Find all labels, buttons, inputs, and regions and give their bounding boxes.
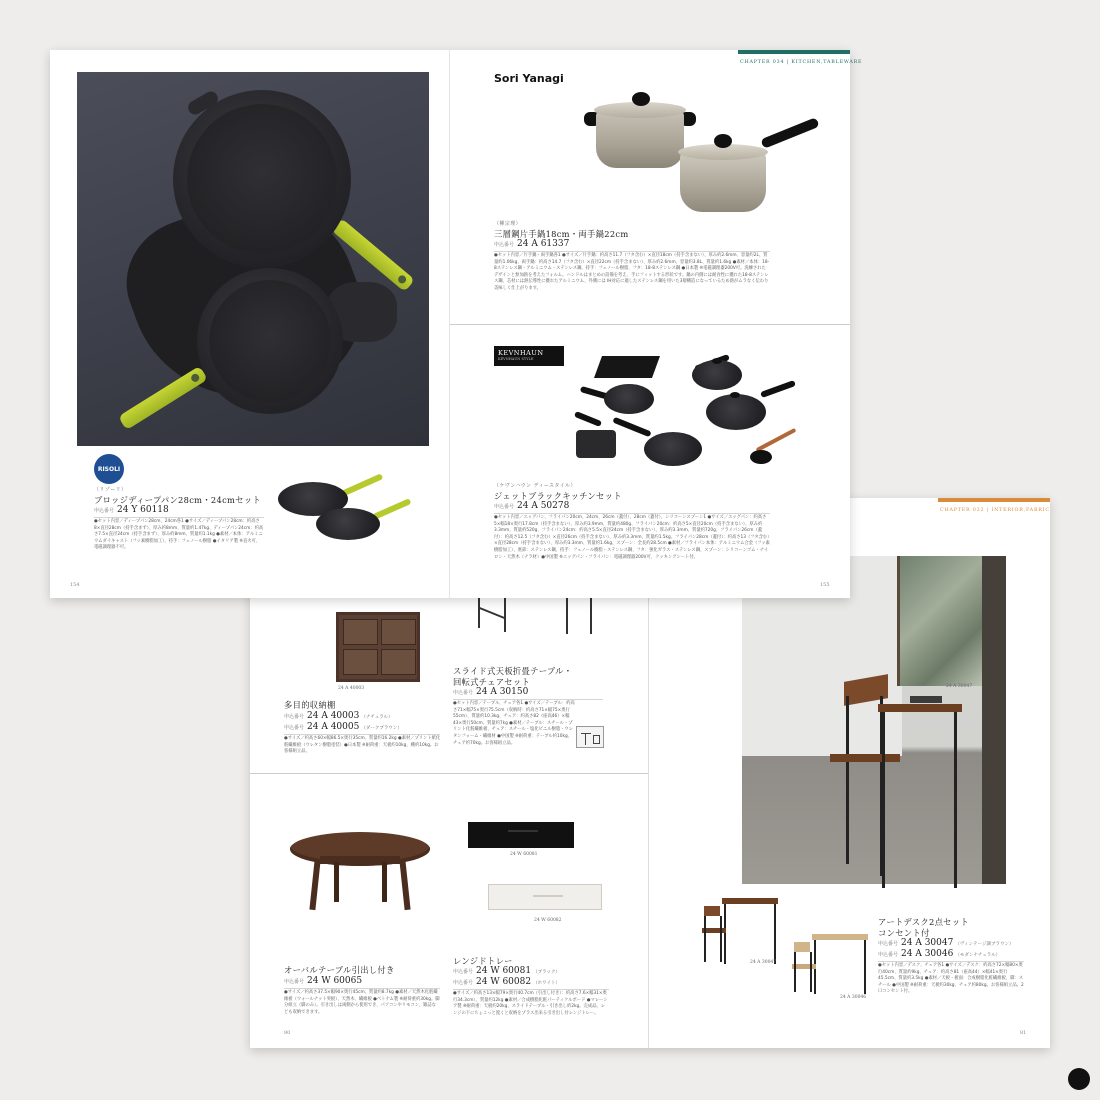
deep-pan-28	[173, 90, 351, 268]
range-tray-code-2: 申込番号 24 W 60082 （ホワイト）	[453, 977, 560, 987]
desk-name-line2: コンセント付	[878, 928, 930, 938]
slide-table-code: 申込番号 24 A 30150	[453, 687, 529, 697]
desk-code-2: 申込番号 24 A 30046 （モダンナチュラル）	[878, 949, 1001, 959]
oval-table-name: オーバルテーブル引出し付き	[284, 965, 395, 975]
plant-artwork	[897, 556, 987, 686]
risoli-logo: RISOLI	[94, 454, 124, 484]
oval-table-image	[290, 832, 430, 912]
kevnhaun-code: 申込番号 24 A 50278	[494, 501, 570, 511]
storage-code-1: 申込番号 24 A 40003 （ナチュラル）	[284, 711, 393, 721]
desk-description: ●セット内容／デスク、チェア各1 ●サイズ／デスク：約高さ72×幅80×奥行40cm、質量約9kg、チェア：約高さ81（座高44）×幅41×奥行45.5cm、質量約3.5kg ●素材／天板・板面：合成樹脂化粧繊維板、脚：スチール ●中国製 ※耐荷重：天板約30kg、チェア約80kg。お客様組立品。2口コンセント付。	[878, 963, 1024, 995]
kevnhaun-kana: （ケヴンハウン ディースタイル）	[494, 483, 576, 489]
section-divider	[450, 324, 850, 325]
desk-natural-code: 24 A 30046	[840, 995, 867, 1000]
desk-name-line1: アートデスク2点セット	[878, 917, 969, 927]
risoli-description: ●セット内容／ディープパン28cm、24cm各1 ●サイズ／ディープパン28cm：約高さ8×直径28cm（持手含まず）、厚み約8mm、質量約1.47kg、ディープパン24cm：約高さ7.5×直径24cm（持手含まず）、厚み約8mm、質量約1.1kg ●素材／本体：アルミニウムダイキャスト（フッ素樹脂加工）、持手：フェノール樹脂 ●イタリア製 ※直火可、電磁調理器不可。	[94, 519, 264, 551]
storage-image-code: 24 A 40003	[338, 686, 365, 691]
back-right-page-number: 81	[1020, 1030, 1027, 1036]
desk-code-1: 申込番号 24 A 30047 （ヴィンテージ調ブラウン）	[878, 938, 1014, 948]
storage-description: ●サイズ／約高さ60×幅86.5×奥行35cm、質量約16.2kg ●素材／プリント紙化粧繊維板（ウレタン樹脂塗装）●日本製 ※耐荷重：天板約10kg、棚約10kg。お客様組立品。	[284, 736, 441, 755]
desk-leg	[882, 712, 885, 888]
risoli-product-name: ブロッジディープパン28cm・24cmセット	[94, 495, 261, 505]
corner-dot	[1068, 1068, 1090, 1090]
pan-hero-photo	[77, 72, 429, 446]
sori-brand: Sori Yanagi	[494, 72, 564, 85]
desk-photo-code: 24 A 30047	[946, 684, 973, 689]
storage-name: 多目的収納棚	[284, 700, 336, 710]
desk-book	[910, 696, 942, 703]
storage-shelf-image	[336, 612, 420, 682]
dark-pillar	[982, 556, 1006, 884]
sori-divider	[494, 251, 770, 252]
range-tray-white-image	[488, 884, 602, 910]
oval-table-code: 申込番号 24 W 60065	[284, 976, 363, 986]
kevnhaun-logo: KEVNHAUN KEVNHAUN STYLE	[494, 346, 564, 366]
range-tray-description: ●サイズ／約高さ13×幅79×奥行40.7cm（引出し付き）：約高さ7.6×幅31×奥行34.3cm）、質量約12kg ●素材／合成樹脂化粧パーティクルボード ●マレーシア製 ※耐荷重：天板約20kg、スライドテーブル・引き出し約2kg。完成品。レンジの下にちょこっと置くと収納をプラス出来る引き出し付レンジトレー。	[453, 991, 608, 1016]
slide-table-name-line2: 回転式チェアセット	[453, 677, 531, 687]
risoli-divider	[94, 517, 264, 518]
sori-code: 申込番号 24 A 61337	[494, 239, 570, 249]
front-left-page-number: 154	[70, 582, 80, 588]
range-tray-divider	[453, 989, 609, 990]
chair-frame	[846, 696, 849, 864]
sori-product-name: 三層鋼片手鍋18cm・両手鍋22cm	[494, 229, 629, 239]
risoli-small-pans-image	[272, 470, 412, 550]
chapter-rule	[738, 50, 850, 54]
desk-leg-2	[954, 712, 957, 888]
sori-pots-image	[580, 92, 820, 218]
range-tray-black-image	[468, 822, 574, 848]
chapter-label: CHAPTER 034 | KITCHEN,TABLEWARE	[740, 60, 863, 65]
sori-description: ●セット内容／片手鍋・両手鍋各1 ●サイズ／片手鍋：約高さ11.7（フタ含む）×直径18cm（持手含まない）、厚み約2.6mm、容量約2L、質量約1.06kg、両手鍋：約高さ14.7（フタ含む）×直径22cm（持手含まない）、厚み約2.6mm、容量約3.8L、質量約1.6kg ●素材／本体：18-8ステンレス鋼・アルミニウム・ステンレス鋼、持手：フェノール樹脂、フタ：18-8ステンレス鋼 ●日本製 ※電磁調理器200V可。洗練されたデザインと無加熱を考えたフォルム。ハンドルはまとめの設備を考え、手にフィットする形状です。鍋の内側には耐食性に優れた18-8ステンレス鋼、芯材には熱伝導性に優れたアルミニウム、外側には IH対応に適したステンレス鋼を用いた3層構造になっているため熱がムラなく伝わり美味しく仕上がります。	[494, 253, 770, 291]
chapter-label: CHAPTER 032 | INTERIOR,FABRIC	[940, 508, 1050, 513]
row-divider	[250, 773, 648, 774]
front-right-page-number: 155	[820, 582, 830, 588]
oval-table-divider	[284, 988, 440, 989]
risoli-kana: （リゾーリ）	[94, 487, 127, 493]
kitchen-spread	[50, 50, 863, 598]
slide-table-image	[474, 598, 594, 634]
kevnhaun-description: ●セット内容／エッグパン、フライパン20cm、24cm、26cm（蓋付）、28cm（蓋付）、シリコーンスプーン1 ●サイズ／エッグパン：約高さ5×幅18×奥行17.8cm（持手含まない）、厚み約3.9mm、質量約480g、フライパン20cm：約高さ5×直径20cm（持手含まない）、厚み約3.3mm、質量約520g、フライパン24cm：約高さ5.5×直径24cm（持手含まない）、厚み約3.3mm、質量約720g、フライパン26cm（蓋付）：約高さ12.5（フタ含む）×直径26cm（持手含まない）、厚み約3.3mm、質量約1.5kg、フライパン28cm（蓋付）：約高さ13（フタ含む）×直径28cm（持手含まない）、厚み約3.3mm、質量約1.6kg、スプーン：全長約28.5cm ●素材／フライパン本体：アルミニウム合金（フッ素樹脂加工）、底部：ステンレス鋼、持手：フェノール樹脂・ステンレス鋼、フタ：強化ガラス・ステンレス鋼、スプーン：シリコーンゴム・ナイロン・天然木（ナラ材）●中国製 ※エッグパン・フライパン：電磁調理器200V可、クッキングシート付。	[494, 515, 770, 560]
range-tray-code-1: 申込番号 24 W 60081 （ブラック）	[453, 966, 560, 976]
range-tray-name: レンジドトレー	[453, 956, 513, 966]
chair-seat	[830, 754, 900, 762]
desk-photo	[742, 556, 1006, 884]
kitchen-set-image	[570, 346, 810, 472]
range-tray-white-code: 24 W 60082	[534, 918, 562, 923]
desk-set-brown-image	[700, 898, 786, 964]
slide-table-thumbnail	[576, 726, 604, 748]
desk-divider	[878, 961, 1024, 962]
desk-brown-code: 24 A 30047	[750, 960, 777, 965]
slide-table-divider	[453, 699, 603, 700]
risoli-code: 申込番号 24 Y 60118	[94, 505, 169, 515]
range-tray-black-code: 24 W 60081	[510, 852, 538, 857]
desk-top	[878, 704, 962, 712]
storage-divider	[284, 734, 440, 735]
sori-kana: （柳宗理）	[494, 221, 522, 227]
pan-handle-bottom	[118, 366, 208, 430]
back-left-page-number: 80	[284, 1030, 291, 1036]
kevnhaun-product-name: ジェットブラックキッチンセット	[494, 491, 622, 501]
slide-table-name-line1: スライド式天板折畳テーブル・	[453, 666, 573, 676]
chapter-rule	[938, 498, 1050, 502]
desk-set-natural-image	[790, 934, 876, 994]
slide-table-description: ●セット内容／テーブル、チェア各1 ●サイズ／テーブル：約高さ71×幅75×奥行75.5cm（収納時：約高さ71×幅75×奥行55cm）、質量約10.3kg、チェア：約高さ82（座高46）×幅43×奥行50cm、質量約7kg ●素材／テーブル：スチール・プリント化粧繊維板、チェア：スチール・塩化ビニル樹脂・ウレタンフォーム・繊維材 ●中国製 ※耐荷重：テーブル約10kg、チェア約70kg。お客様組立品。	[453, 701, 575, 746]
deep-pan-24	[197, 268, 343, 414]
storage-code-2: 申込番号 24 A 40005 （ダークブラウン）	[284, 722, 402, 732]
kevnhaun-divider	[494, 513, 770, 514]
oval-table-description: ●サイズ／約高さ37.5×幅90×奥行45cm、質量約8.7kg ●素材／天然木化粧繊維板（ウォールナット突板）、天然木、繊維板 ●ベトナム製 ※耐荷重約30kg。脚分組立（脚のみ）。引き出しは両側から使用でき、パソコンやリモコン、雑誌なども収納できます。	[284, 990, 440, 1015]
